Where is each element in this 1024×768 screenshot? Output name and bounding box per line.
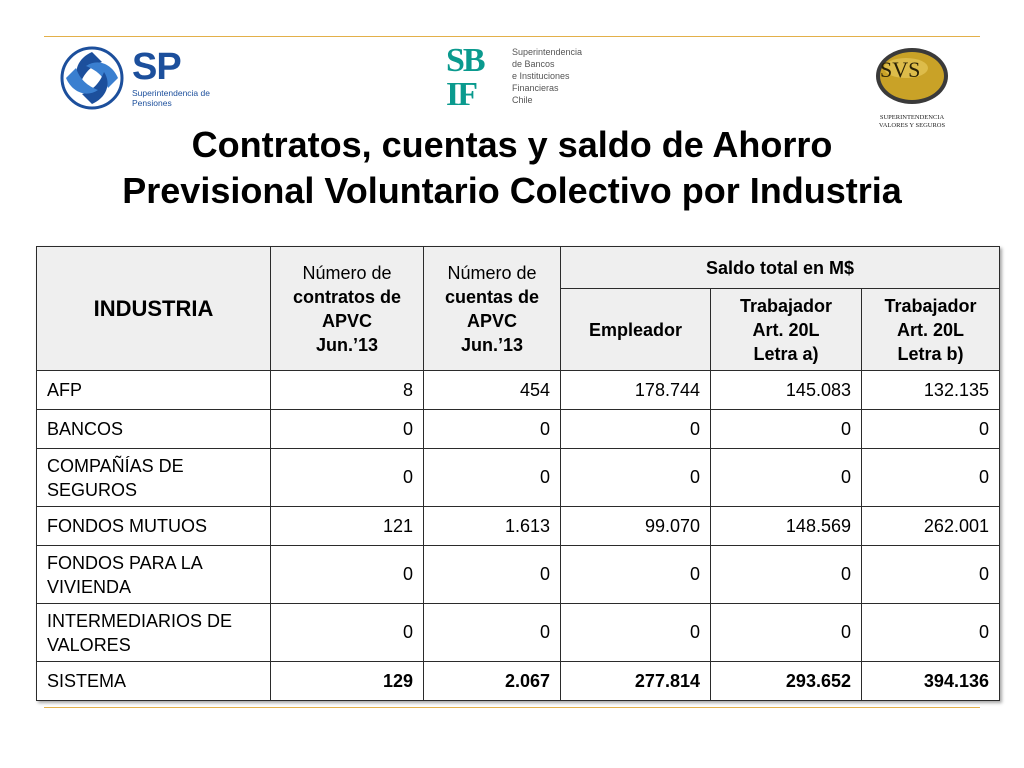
cell-empleador: 0	[561, 546, 711, 604]
cell-trabajador-a: 0	[711, 410, 862, 449]
header-cuentas	[424, 247, 561, 371]
header-trabajador-a	[711, 289, 862, 371]
sbif-line: Chile	[512, 95, 533, 105]
page-title-line-2: Previsional Voluntario Colectivo por Industria	[122, 170, 902, 211]
sbif-logo-text	[512, 46, 596, 106]
sbif-line: Financieras	[512, 83, 559, 93]
svs-subtitle-line: VALORES Y SEGUROS	[878, 122, 946, 129]
header-trabajador-b-line: Trabajador	[884, 295, 977, 316]
cell-industria-line: COMPAÑÍAS DE	[47, 455, 184, 476]
sbif-mark-bottom: IF	[446, 76, 476, 113]
cell-trabajador-b: 0	[862, 449, 1000, 507]
table-row	[37, 507, 1000, 546]
svs-subtitle-line: SUPERINTENDENCIA	[879, 114, 945, 121]
cell-contratos: 129	[271, 662, 424, 701]
sp-logo-letters: SP	[132, 46, 181, 88]
header-industria: INDUSTRIA	[37, 247, 271, 371]
top-divider	[44, 36, 980, 37]
cell-empleador: 0	[561, 604, 711, 662]
cell-industria	[37, 604, 271, 662]
header-trabajador-a-line: Letra a)	[753, 343, 819, 364]
sbif-mark	[446, 44, 504, 118]
cell-cuentas: 454	[424, 371, 561, 410]
cell-cuentas: 0	[424, 449, 561, 507]
cell-trabajador-b: 0	[862, 546, 1000, 604]
cell-trabajador-a: 148.569	[711, 507, 862, 546]
header-contratos-line: contratos de	[292, 286, 402, 307]
cell-trabajador-a: 0	[711, 546, 862, 604]
bottom-divider	[44, 707, 980, 708]
cell-industria-line: INTERMEDIARIOS DE	[47, 610, 233, 631]
cell-industria-line: FONDOS PARA LA	[47, 552, 203, 573]
cell-trabajador-b: 0	[862, 410, 1000, 449]
cell-trabajador-a: 145.083	[711, 371, 862, 410]
cell-empleador: 178.744	[561, 371, 711, 410]
sbif-mark-top: SB	[446, 42, 484, 79]
header-contratos-line: Jun.’13	[315, 334, 379, 355]
header-cuentas-line: Número de	[447, 262, 537, 283]
cell-empleador: 0	[561, 449, 711, 507]
sp-logo-subtitle: Superintendencia de Pensiones	[132, 88, 210, 108]
cell-industria	[37, 546, 271, 604]
cell-cuentas: 2.067	[424, 662, 561, 701]
page-title	[40, 122, 984, 214]
header-trabajador-b-line: Art. 20L	[896, 319, 965, 340]
sbif-line: de Bancos	[512, 59, 555, 69]
cell-industria: AFP	[37, 371, 271, 410]
cell-cuentas: 0	[424, 546, 561, 604]
sbif-logo	[446, 44, 596, 118]
header-contratos-line: Número de	[302, 262, 392, 283]
cell-trabajador-b: 262.001	[862, 507, 1000, 546]
cell-trabajador-a: 293.652	[711, 662, 862, 701]
cell-trabajador-b: 394.136	[862, 662, 1000, 701]
data-table	[36, 246, 1000, 701]
cell-trabajador-a: 0	[711, 449, 862, 507]
cell-trabajador-b: 132.135	[862, 371, 1000, 410]
sbif-line: e Instituciones	[512, 71, 570, 81]
cell-contratos: 121	[271, 507, 424, 546]
sp-emblem-icon	[58, 44, 130, 112]
sp-logo	[58, 44, 218, 112]
table-row	[37, 371, 1000, 410]
header-contratos-line: APVC	[321, 310, 372, 331]
cell-cuentas: 1.613	[424, 507, 561, 546]
svs-logo-letters: SVS	[880, 57, 921, 82]
cell-industria-line: VIVIENDA	[47, 576, 132, 597]
cell-industria-line: SEGUROS	[47, 479, 138, 500]
header-trabajador-b-line: Letra b)	[897, 343, 964, 364]
cell-industria: BANCOS	[37, 410, 271, 449]
cell-contratos: 0	[271, 546, 424, 604]
sbif-line: Superintendencia	[512, 47, 583, 57]
cell-industria: SISTEMA	[37, 662, 271, 701]
header-trabajador-a-line: Art. 20L	[752, 319, 820, 340]
cell-industria: FONDOS MUTUOS	[37, 507, 271, 546]
cell-cuentas: 0	[424, 410, 561, 449]
cell-empleador: 277.814	[561, 662, 711, 701]
cell-trabajador-b: 0	[862, 604, 1000, 662]
table-row	[37, 604, 1000, 662]
table-row-total	[37, 662, 1000, 701]
cell-empleador: 0	[561, 410, 711, 449]
header-cuentas-line: cuentas de	[444, 286, 540, 307]
page-title-line-1: Contratos, cuentas y saldo de Ahorro	[191, 124, 833, 165]
cell-cuentas: 0	[424, 604, 561, 662]
header-saldo-total: Saldo total en M$	[561, 247, 1000, 289]
header-cuentas-line: Jun.’13	[460, 334, 524, 355]
table-row	[37, 410, 1000, 449]
table-row	[37, 449, 1000, 507]
table-row	[37, 546, 1000, 604]
cell-trabajador-a: 0	[711, 604, 862, 662]
header-trabajador-b	[862, 289, 1000, 371]
cell-industria-line: VALORES	[47, 634, 131, 655]
svs-logo	[872, 42, 952, 132]
cell-contratos: 0	[271, 410, 424, 449]
cell-industria	[37, 449, 271, 507]
cell-contratos: 0	[271, 604, 424, 662]
header-trabajador-a-line: Trabajador	[739, 295, 833, 316]
cell-contratos: 8	[271, 371, 424, 410]
cell-empleador: 99.070	[561, 507, 711, 546]
header-empleador: Empleador	[561, 289, 711, 371]
cell-contratos: 0	[271, 449, 424, 507]
header-contratos	[271, 247, 424, 371]
header-cuentas-line: APVC	[466, 310, 517, 331]
